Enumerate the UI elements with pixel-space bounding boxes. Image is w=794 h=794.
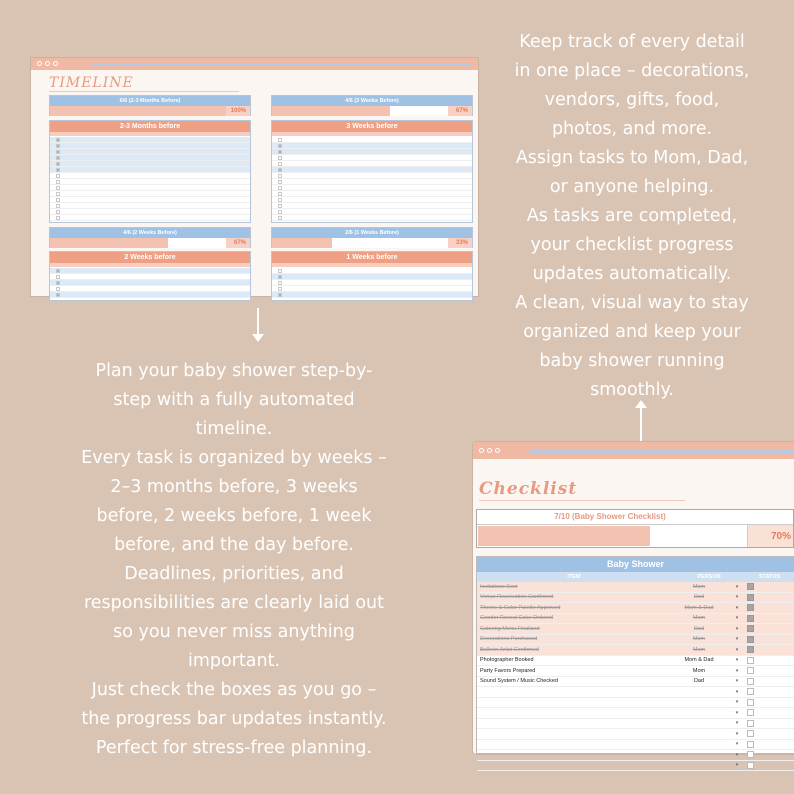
promo-line: in one place – decorations, bbox=[514, 61, 750, 81]
checklist-row[interactable] bbox=[477, 708, 794, 719]
checklist-item: Decorations Purchased bbox=[480, 636, 538, 643]
checklist-person: Dad bbox=[693, 625, 705, 632]
checklist-rows bbox=[477, 582, 794, 771]
status-checkbox[interactable] bbox=[747, 657, 754, 664]
checklist-row[interactable] bbox=[477, 719, 794, 730]
task-checkbox[interactable] bbox=[278, 269, 282, 273]
promo-line: before, and the day before. bbox=[114, 535, 354, 555]
task-row[interactable] bbox=[50, 292, 250, 298]
progress-bar-fill bbox=[272, 106, 390, 116]
task-checkbox[interactable] bbox=[278, 168, 282, 172]
address-bar bbox=[91, 63, 471, 65]
person-dropdown-icon[interactable]: ▾ bbox=[735, 657, 739, 664]
checklist-person: Mom bbox=[692, 583, 706, 590]
column-header-person: PERSON bbox=[697, 574, 721, 580]
tasks-section-2-3-months bbox=[49, 120, 251, 223]
promo-line: before, 2 weeks before, 1 week bbox=[96, 506, 372, 526]
task-checkbox[interactable] bbox=[278, 281, 282, 285]
task-checkbox[interactable] bbox=[278, 216, 282, 220]
task-checkbox[interactable] bbox=[56, 275, 60, 279]
progress-label: 7/10 (Baby Shower Checklist) bbox=[554, 512, 666, 521]
status-checkbox[interactable] bbox=[747, 604, 754, 611]
task-row[interactable] bbox=[50, 215, 250, 221]
tasks-section-2-weeks bbox=[49, 251, 251, 301]
status-checkbox[interactable] bbox=[747, 583, 754, 590]
progress-percent: 70% bbox=[748, 525, 793, 547]
section-title: 2 Weeks before bbox=[50, 252, 250, 263]
task-checkbox[interactable] bbox=[56, 162, 60, 166]
task-checkbox[interactable] bbox=[56, 293, 60, 297]
task-checkbox[interactable] bbox=[56, 287, 60, 291]
task-checkbox[interactable] bbox=[56, 192, 60, 196]
window-dot-icon[interactable] bbox=[45, 61, 50, 66]
promo-text-right bbox=[500, 28, 764, 405]
person-dropdown-icon[interactable]: ▾ bbox=[735, 741, 739, 748]
progress-bar-fill bbox=[478, 526, 650, 546]
checklist-person: Mom bbox=[692, 636, 706, 643]
status-checkbox[interactable] bbox=[747, 751, 754, 758]
task-checkbox[interactable] bbox=[278, 156, 282, 160]
progress-panel-2-weeks bbox=[49, 227, 251, 248]
checklist-person: Mom bbox=[692, 646, 706, 653]
task-checkbox[interactable] bbox=[278, 204, 282, 208]
task-checkbox[interactable] bbox=[278, 192, 282, 196]
task-checkbox[interactable] bbox=[56, 198, 60, 202]
promo-text-left bbox=[74, 357, 394, 763]
task-checkbox[interactable] bbox=[56, 156, 60, 160]
section-title: 3 Weeks before bbox=[272, 121, 472, 132]
promo-line: organized and keep your bbox=[523, 322, 741, 342]
checklist-table bbox=[476, 556, 794, 769]
promo-line: A clean, visual way to stay bbox=[515, 293, 749, 313]
window-titlebar bbox=[31, 58, 478, 70]
task-checkbox[interactable] bbox=[278, 174, 282, 178]
checklist-row[interactable] bbox=[477, 593, 794, 604]
promo-line: so you never miss anything bbox=[113, 622, 355, 642]
promo-line: responsibilities are clearly laid out bbox=[83, 593, 385, 613]
progress-header: 6/6 (2-3 Months Before) bbox=[50, 96, 250, 106]
checklist-person: Mom bbox=[692, 615, 706, 622]
task-row[interactable] bbox=[272, 292, 472, 298]
promo-line: vendors, gifts, food, bbox=[544, 90, 720, 110]
progress-percent: 67% bbox=[448, 106, 472, 116]
task-checkbox[interactable] bbox=[56, 204, 60, 208]
promo-line: Every task is organized by weeks – bbox=[81, 448, 387, 468]
promo-line: the progress bar updates instantly. bbox=[81, 709, 387, 729]
task-checkbox[interactable] bbox=[56, 138, 60, 142]
task-checkbox[interactable] bbox=[278, 180, 282, 184]
person-dropdown-icon[interactable]: ▾ bbox=[735, 709, 739, 716]
progress-bar-fill bbox=[272, 238, 332, 248]
promo-line: timeline. bbox=[195, 419, 273, 439]
progress-header: 2/6 (1 Weeks Before) bbox=[272, 228, 472, 238]
person-dropdown-icon[interactable]: ▾ bbox=[735, 720, 739, 727]
task-checkbox[interactable] bbox=[278, 287, 282, 291]
promo-line: updates automatically. bbox=[532, 264, 732, 284]
task-checkbox[interactable] bbox=[56, 281, 60, 285]
checklist-row[interactable] bbox=[477, 729, 794, 740]
person-dropdown-icon[interactable]: ▾ bbox=[735, 730, 739, 737]
progress-percent: 67% bbox=[226, 238, 250, 248]
checklist-row[interactable] bbox=[477, 656, 794, 667]
task-checkbox[interactable] bbox=[56, 216, 60, 220]
address-bar bbox=[529, 450, 794, 453]
task-checkbox[interactable] bbox=[278, 275, 282, 279]
person-dropdown-icon[interactable]: ▾ bbox=[735, 604, 739, 611]
promo-line: smoothly. bbox=[590, 380, 674, 400]
column-header-status: STATUS bbox=[759, 574, 781, 580]
promo-line: Perfect for stress-free planning. bbox=[95, 738, 373, 758]
promo-line: 2–3 months before, 3 weeks bbox=[110, 477, 358, 497]
checklist-row[interactable] bbox=[477, 582, 794, 593]
progress-panel-1-week bbox=[271, 227, 473, 248]
person-dropdown-icon[interactable]: ▾ bbox=[735, 678, 739, 685]
checklist-row[interactable] bbox=[477, 645, 794, 656]
status-checkbox[interactable] bbox=[747, 636, 754, 643]
checklist-row[interactable] bbox=[477, 687, 794, 698]
checklist-item: Photographer Booked bbox=[480, 657, 534, 664]
checklist-item: Party Favors Prepared bbox=[480, 667, 536, 674]
checklist-person: Mom & Dad bbox=[684, 657, 714, 664]
checklist-row[interactable] bbox=[477, 750, 794, 761]
task-checkbox[interactable] bbox=[278, 150, 282, 154]
task-checkbox[interactable] bbox=[56, 180, 60, 184]
promo-line: important. bbox=[187, 651, 281, 671]
checklist-item: Theme & Color Palette Approved bbox=[480, 604, 561, 611]
status-checkbox[interactable] bbox=[747, 646, 754, 653]
person-dropdown-icon[interactable]: ▾ bbox=[735, 688, 739, 695]
task-checkbox[interactable] bbox=[278, 144, 282, 148]
checklist-person: Dad bbox=[693, 678, 705, 685]
status-checkbox[interactable] bbox=[747, 615, 754, 622]
person-dropdown-icon[interactable]: ▾ bbox=[735, 636, 739, 643]
section-title: 1 Weeks before bbox=[272, 252, 472, 263]
task-rows bbox=[50, 137, 250, 221]
status-checkbox[interactable] bbox=[747, 688, 754, 695]
checklist-item: Catering Menu Finalized bbox=[480, 625, 540, 632]
status-checkbox[interactable] bbox=[747, 762, 754, 769]
table-title: Baby Shower bbox=[477, 557, 794, 572]
person-dropdown-icon[interactable]: ▾ bbox=[735, 625, 739, 632]
checklist-item: Balloon Artist Confirmed bbox=[480, 646, 539, 653]
task-checkbox[interactable] bbox=[56, 269, 60, 273]
progress-panel-3-weeks bbox=[271, 95, 473, 116]
checklist-person: Mom bbox=[692, 667, 706, 674]
arrow-down-icon bbox=[257, 308, 259, 336]
promo-line: Assign tasks to Mom, Dad, bbox=[515, 148, 749, 168]
promo-line: photos, and more. bbox=[551, 119, 713, 139]
task-checkbox[interactable] bbox=[278, 198, 282, 202]
checklist-person: Dad bbox=[693, 594, 705, 601]
progress-header: 4/6 (3 Weeks Before) bbox=[272, 96, 472, 106]
tasks-section-1-week bbox=[271, 251, 473, 301]
promo-line: Deadlines, priorities, and bbox=[124, 564, 344, 584]
column-header-item: ITEM bbox=[567, 574, 581, 580]
timeline-window bbox=[30, 57, 479, 297]
progress-percent: 33% bbox=[448, 238, 472, 248]
task-checkbox[interactable] bbox=[278, 162, 282, 166]
progress-percent: 100% bbox=[226, 106, 250, 116]
person-dropdown-icon[interactable]: ▾ bbox=[735, 667, 739, 674]
person-dropdown-icon[interactable]: ▾ bbox=[735, 751, 739, 758]
checklist-item: Venue Reservation Confirmed bbox=[480, 594, 554, 601]
promo-line: baby shower running bbox=[539, 351, 725, 371]
checklist-row[interactable] bbox=[477, 698, 794, 709]
timeline-title: TIMELINE bbox=[49, 75, 134, 91]
progress-panel-2-3-months bbox=[49, 95, 251, 116]
promo-line: Keep track of every detail bbox=[519, 32, 745, 52]
task-checkbox[interactable] bbox=[56, 186, 60, 190]
person-dropdown-icon[interactable]: ▾ bbox=[735, 762, 739, 769]
task-checkbox[interactable] bbox=[56, 144, 60, 148]
checklist-item: Sound System / Music Checked bbox=[480, 678, 558, 685]
window-titlebar bbox=[473, 442, 794, 459]
task-checkbox[interactable] bbox=[56, 174, 60, 178]
checklist-row[interactable] bbox=[477, 624, 794, 635]
checklist-progress bbox=[476, 509, 794, 548]
checklist-row[interactable] bbox=[477, 635, 794, 646]
task-checkbox[interactable] bbox=[56, 168, 60, 172]
task-checkbox[interactable] bbox=[278, 138, 282, 142]
status-checkbox[interactable] bbox=[747, 625, 754, 632]
status-checkbox[interactable] bbox=[747, 594, 754, 601]
window-dot-icon[interactable] bbox=[487, 448, 492, 453]
task-checkbox[interactable] bbox=[56, 210, 60, 214]
promo-line: your checklist progress bbox=[530, 235, 734, 255]
tasks-section-3-weeks bbox=[271, 120, 473, 223]
section-title: 2-3 Months before bbox=[50, 121, 250, 132]
status-checkbox[interactable] bbox=[747, 730, 754, 737]
checklist-row[interactable] bbox=[477, 614, 794, 625]
promo-line: step with a fully automated bbox=[113, 390, 355, 410]
checklist-row[interactable] bbox=[477, 761, 794, 772]
checklist-person: Mom & Dad bbox=[684, 604, 714, 611]
window-dot-icon[interactable] bbox=[37, 61, 42, 66]
checklist-window bbox=[472, 441, 794, 769]
status-checkbox[interactable] bbox=[747, 720, 754, 727]
status-checkbox[interactable] bbox=[747, 667, 754, 674]
checklist-item: Gender Reveal Cake Ordered bbox=[480, 615, 554, 622]
status-checkbox[interactable] bbox=[747, 699, 754, 706]
status-checkbox[interactable] bbox=[747, 678, 754, 685]
person-dropdown-icon[interactable]: ▾ bbox=[735, 583, 739, 590]
progress-bar-fill bbox=[50, 106, 250, 116]
promo-line: or anyone helping. bbox=[549, 177, 715, 197]
status-checkbox[interactable] bbox=[747, 741, 754, 748]
checklist-row[interactable] bbox=[477, 603, 794, 614]
promo-line: As tasks are completed, bbox=[526, 206, 738, 226]
progress-bar-fill bbox=[50, 238, 168, 248]
arrow-up-icon bbox=[640, 406, 642, 442]
checklist-item: Invitations Sent bbox=[480, 583, 518, 590]
person-dropdown-icon[interactable]: ▾ bbox=[735, 615, 739, 622]
task-checkbox[interactable] bbox=[278, 210, 282, 214]
task-checkbox[interactable] bbox=[278, 186, 282, 190]
progress-header: 4/6 (2 Weeks Before) bbox=[50, 228, 250, 238]
checklist-row[interactable] bbox=[477, 666, 794, 677]
task-row[interactable] bbox=[272, 215, 472, 221]
promo-line: Just check the boxes as you go – bbox=[91, 680, 377, 700]
person-dropdown-icon[interactable]: ▾ bbox=[735, 646, 739, 653]
checklist-title: Checklist bbox=[479, 479, 578, 499]
promo-line: Plan your baby shower step-by- bbox=[95, 361, 373, 381]
task-checkbox[interactable] bbox=[56, 150, 60, 154]
checklist-row[interactable] bbox=[477, 740, 794, 751]
window-dot-icon[interactable] bbox=[479, 448, 484, 453]
checklist-row[interactable] bbox=[477, 677, 794, 688]
status-checkbox[interactable] bbox=[747, 709, 754, 716]
window-dot-icon[interactable] bbox=[53, 61, 58, 66]
person-dropdown-icon[interactable]: ▾ bbox=[735, 594, 739, 601]
person-dropdown-icon[interactable]: ▾ bbox=[735, 699, 739, 706]
task-checkbox[interactable] bbox=[278, 293, 282, 297]
window-dot-icon[interactable] bbox=[495, 448, 500, 453]
